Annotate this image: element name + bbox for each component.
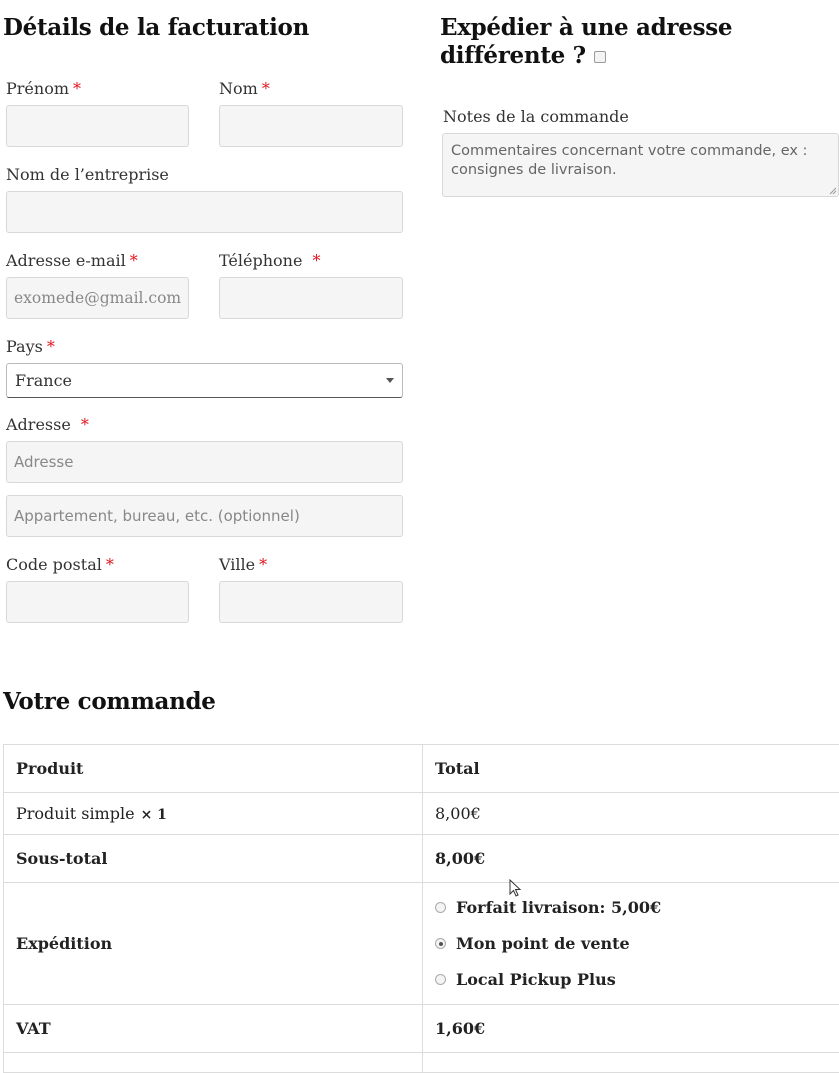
empty-cell bbox=[4, 1053, 423, 1073]
product-name: Produit simple bbox=[16, 804, 135, 823]
product-total: 8,00€ bbox=[423, 793, 839, 835]
shipping-option[interactable] bbox=[435, 962, 839, 998]
required-mark: * bbox=[262, 79, 270, 98]
chevron-down-icon bbox=[386, 378, 394, 383]
postcode-label-text: Code postal bbox=[6, 555, 102, 574]
last-name-label-text: Nom bbox=[219, 79, 258, 98]
required-mark: * bbox=[106, 555, 114, 574]
postcode-field[interactable] bbox=[6, 581, 189, 623]
empty-cell bbox=[423, 1053, 839, 1073]
header-total: Total bbox=[423, 745, 839, 793]
company-field[interactable] bbox=[6, 191, 403, 233]
ship-title-line1: Expédier à une adresse bbox=[440, 14, 732, 41]
first-name-label bbox=[6, 79, 81, 98]
first-name-label-text: Prénom bbox=[6, 79, 69, 98]
phone-field[interactable] bbox=[219, 277, 403, 319]
company-label: Nom de l’entreprise bbox=[6, 165, 169, 184]
table-row bbox=[4, 883, 839, 1005]
address-line2-field[interactable]: Appartement, bureau, etc. (optionnel) bbox=[6, 495, 403, 537]
shipping-option-label: Forfait livraison: 5,00€ bbox=[456, 898, 661, 917]
vat-value: 1,60€ bbox=[423, 1005, 839, 1053]
last-name-label bbox=[219, 79, 270, 98]
phone-label-text: Téléphone bbox=[219, 251, 302, 270]
address-line1-field[interactable]: Adresse bbox=[6, 441, 403, 483]
ship-different-title bbox=[440, 14, 732, 70]
billing-title: Détails de la facturation bbox=[3, 14, 309, 42]
order-notes-placeholder: Commentaires concernant votre commande, ex : consignes de livraison. bbox=[451, 143, 807, 178]
email-label-text: Adresse e-mail bbox=[6, 251, 126, 270]
last-name-field[interactable] bbox=[219, 105, 403, 147]
table-row bbox=[4, 1053, 839, 1073]
order-notes-label: Notes de la commande bbox=[443, 107, 629, 126]
required-mark: * bbox=[130, 251, 138, 270]
product-qty: × 1 bbox=[141, 807, 167, 823]
vat-label: VAT bbox=[4, 1005, 423, 1053]
shipping-options bbox=[423, 883, 839, 1005]
address-label bbox=[6, 415, 89, 434]
header-product: Produit bbox=[4, 745, 423, 793]
country-label-text: Pays bbox=[6, 337, 43, 356]
product-cell bbox=[4, 793, 423, 835]
email-label bbox=[6, 251, 138, 270]
shipping-label: Expédition bbox=[4, 883, 423, 1005]
country-select-value: France bbox=[15, 371, 72, 390]
table-row bbox=[4, 793, 839, 835]
resize-grip-icon[interactable] bbox=[827, 185, 837, 195]
required-mark: * bbox=[259, 555, 267, 574]
table-header-row bbox=[4, 745, 839, 793]
required-mark: * bbox=[73, 79, 81, 98]
email-field[interactable]: exomede@gmail.com bbox=[6, 277, 189, 319]
subtotal-label: Sous-total bbox=[4, 835, 423, 883]
phone-label bbox=[219, 251, 320, 270]
ship-title-line2: différente ? bbox=[440, 42, 586, 69]
radio-button[interactable] bbox=[435, 902, 446, 913]
required-mark: * bbox=[312, 251, 320, 270]
table-row bbox=[4, 835, 839, 883]
city-label bbox=[219, 555, 267, 574]
shipping-option[interactable] bbox=[435, 890, 839, 926]
city-field[interactable] bbox=[219, 581, 403, 623]
order-notes-textarea[interactable] bbox=[442, 133, 839, 197]
subtotal-value: 8,00€ bbox=[423, 835, 839, 883]
order-table bbox=[3, 744, 839, 1073]
ship-different-checkbox[interactable] bbox=[594, 51, 606, 63]
address-label-text: Adresse bbox=[6, 415, 71, 434]
required-mark: * bbox=[47, 337, 55, 356]
shipping-option-label: Local Pickup Plus bbox=[456, 970, 616, 989]
order-title: Votre commande bbox=[3, 688, 216, 716]
radio-button-selected[interactable] bbox=[435, 938, 446, 949]
postcode-label bbox=[6, 555, 114, 574]
required-mark: * bbox=[81, 415, 89, 434]
first-name-field[interactable] bbox=[6, 105, 189, 147]
shipping-option[interactable] bbox=[435, 926, 839, 962]
country-select[interactable] bbox=[6, 363, 403, 398]
radio-button[interactable] bbox=[435, 974, 446, 985]
city-label-text: Ville bbox=[219, 555, 255, 574]
table-row bbox=[4, 1005, 839, 1053]
shipping-option-label: Mon point de vente bbox=[456, 934, 630, 953]
country-label bbox=[6, 337, 55, 356]
mouse-pointer-icon bbox=[509, 879, 523, 899]
